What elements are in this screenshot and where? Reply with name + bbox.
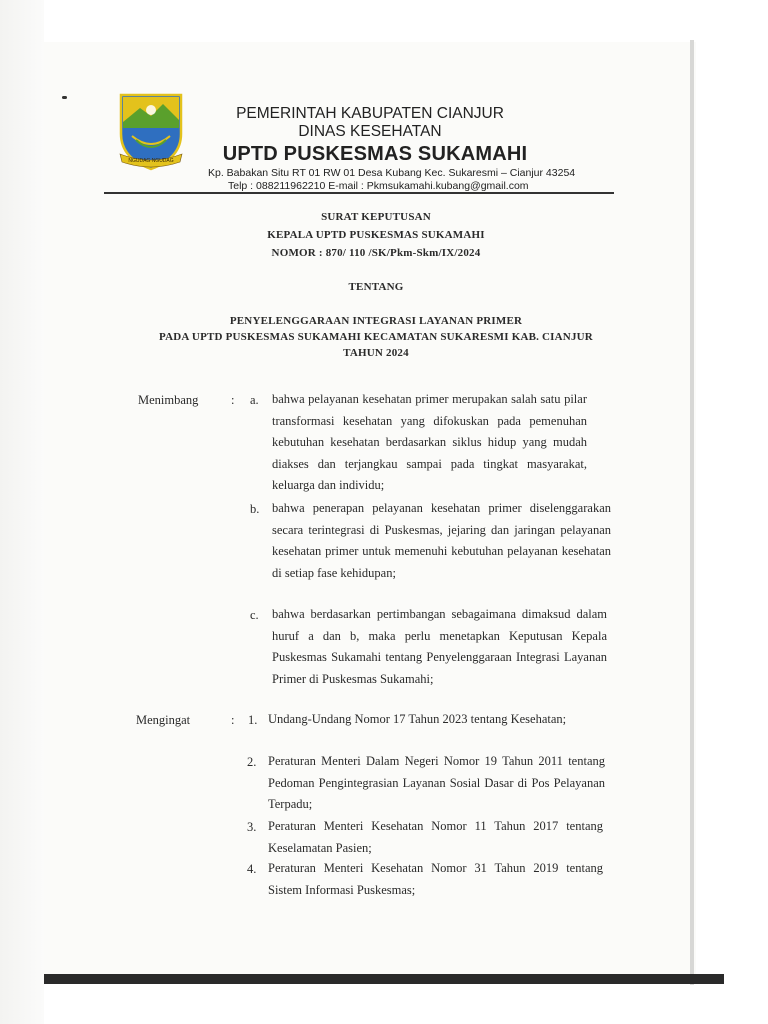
menimbang-colon: : <box>231 393 235 407</box>
decree-subject-line2: PADA UPTD PUSKESMAS SUKAMAHI KECAMATAN SUKARESMI KAB. CIANJUR <box>159 331 593 343</box>
decree-subject-line1: PENYELENGGARAAN INTEGRASI LAYANAN PRIMER <box>229 315 523 327</box>
mengingat-marker-3: 3. <box>247 820 257 834</box>
menimbang-item-b: bahwa penerapan pelayanan kesehatan primer diselenggarakan secara terintegrasi di Puskesmas, jejaring dan jaringan pelayanan kesehatan primer untuk memenuhi kebutuhan pelayanan kesehatan di setiap fase kehidupan; <box>272 501 611 580</box>
menimbang-label: Menimbang <box>138 393 199 407</box>
mengingat-item-3: Peraturan Menteri Kesehatan Nomor 11 Tahun 2017 tentang Keselamatan Pasien; <box>268 819 603 855</box>
mengingat-marker-2: 2. <box>247 755 257 769</box>
page-edge-shadow <box>690 40 694 985</box>
mengingat-marker-4: 4. <box>247 862 257 876</box>
cianjur-regency-logo <box>118 92 184 172</box>
mengingat-label: Mengingat <box>136 713 191 727</box>
decree-number: NOMOR : 870/ 110 /SK/Pkm-Skm/IX/2024 <box>271 247 481 259</box>
scan-speck <box>62 96 67 99</box>
menimbang-item-a: bahwa pelayanan kesehatan primer merupakan salah satu pilar transformasi kesehatan yang difokuskan pada pemenuhan kebutuhan kesehatan berdasarkan siklus hidup yang mudah diakses dan terjangkau sampai pada tingkat masyarakat, keluarga dan individu; <box>272 392 587 492</box>
mengingat-item-2: Peraturan Menteri Dalam Negeri Nomor 19 Tahun 2011 tentang Pedoman Pengintegrasian Layanan Sosial Dasar di Pos Pelayanan Terpadu; <box>268 754 605 811</box>
mengingat-item-1: Undang-Undang Nomor 17 Tahun 2023 tentang Kesehatan; <box>268 712 567 726</box>
logo-banner-text: NGUDAG NGUDAG <box>128 158 174 164</box>
mengingat-marker-1: 1. <box>248 713 258 727</box>
letterhead-address: Kp. Babakan Situ RT 01 RW 01 Desa Kubang Kec. Sukaresmi – Cianjur 43254 <box>208 167 576 179</box>
mengingat-item-4: Peraturan Menteri Kesehatan Nomor 31 Tahun 2019 tentang Sistem Informasi Puskesmas; <box>268 861 603 897</box>
letterhead-department: DINAS KESEHATAN <box>298 123 442 140</box>
letterhead-government: PEMERINTAH KABUPATEN CIANJUR <box>236 105 504 122</box>
scan-background-left <box>0 0 44 1024</box>
menimbang-marker-c: c. <box>250 608 259 622</box>
letterhead-divider <box>104 192 614 194</box>
decree-subject-line3: TAHUN 2024 <box>343 347 409 359</box>
scanner-bottom-edge <box>44 974 724 984</box>
decree-issuer: KEPALA UPTD PUSKESMAS SUKAMAHI <box>267 229 485 241</box>
letterhead-institution: UPTD PUSKESMAS SUKAMAHI <box>222 143 528 165</box>
menimbang-item-c: bahwa berdasarkan pertimbangan sebagaimana dimaksud dalam huruf a dan b, maka perlu menetapkan Keputusan Kepala Puskesmas Sukamahi tentang Penyelenggaraan Integrasi Layanan Primer di Puskesmas Sukamahi; <box>272 607 607 686</box>
tentang-heading: TENTANG <box>348 281 404 293</box>
letterhead-contact: Telp : 088211962210 E-mail : Pkmsukamahi.kubang@gmail.com <box>228 180 529 192</box>
mengingat-colon: : <box>231 713 235 727</box>
menimbang-marker-b: b. <box>250 502 260 516</box>
decree-title: SURAT KEPUTUSAN <box>321 211 431 223</box>
menimbang-marker-a: a. <box>250 393 259 407</box>
